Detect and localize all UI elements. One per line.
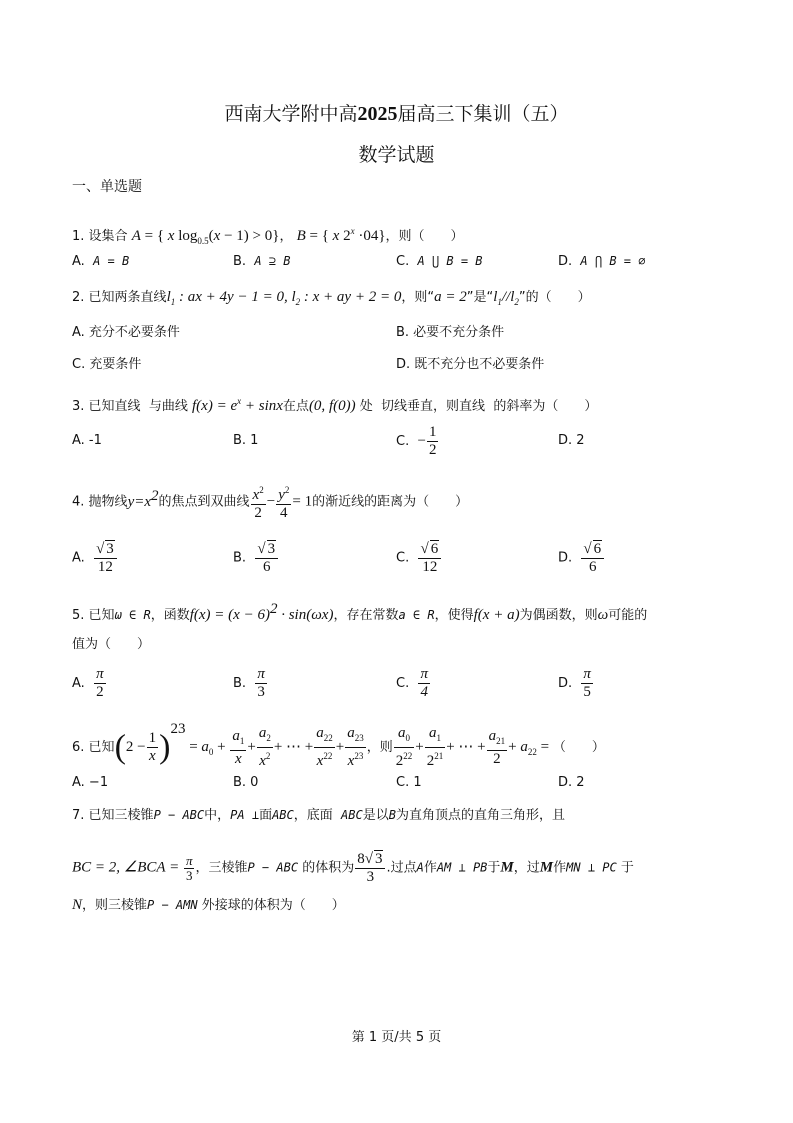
q3-text1: 已知直线 — [88, 399, 141, 414]
q1-set-b: B = { x $2^x \cdot 04$} — [296, 226, 386, 244]
q7-text6: 为直角顶点的直角三角形，且 — [395, 808, 565, 823]
q4-option-a-label: A. — [72, 550, 85, 566]
question-3 — [72, 392, 732, 416]
q1-option-a-label: A. — [72, 254, 85, 269]
q1-end: ，则（ ） — [385, 229, 464, 244]
q1-option-c-label: C. — [396, 254, 410, 269]
title-suffix: 届高三下集训（五） — [397, 103, 569, 125]
q2-option-c: C. 充要条件 — [72, 357, 142, 372]
question-5: 5. 已知ω ∈ R，函数$f(x) = (x - 6)^2 \cdot \sin(\omega x)$，存在常数a ∈ R，使得f(x + a)为偶函数，则ω可能的 — [72, 601, 648, 623]
section-heading: 一、单选题 — [72, 179, 142, 195]
q1-option-d: D. A ⋂ B = ∅ — [558, 254, 646, 269]
q5-option-b: B. $\frac{\pi}{3}$ — [233, 666, 265, 700]
q7-l3a: ，则三棱锥 — [82, 898, 148, 913]
q7-l2c: .过点 — [386, 860, 417, 876]
q7-l2b: 的体积为 — [302, 860, 355, 876]
q2-mid2: ”是“ — [466, 290, 494, 305]
q5-function: $f(x) = (x - 6)^2 \cdot \sin(\omega x)$ — [189, 601, 334, 623]
q6-text1: 已知 — [88, 740, 115, 755]
q6-option-b: B. 0 — [233, 775, 259, 790]
q3-option-b: B. 1 — [233, 433, 259, 448]
q6-option-d: D. 2 — [558, 775, 585, 790]
q7-text4: ，底面 — [293, 808, 333, 823]
q4-option-d-label: D. — [558, 550, 573, 566]
question-7: 7. 已知三棱锥P − ABC中，PA ⊥面ABC，底面 ABC是以B为直角顶点的直角三角形，且 — [72, 808, 565, 823]
q7-text3: 面 — [259, 808, 273, 823]
q7-l3b: 外接球的体积为（ ） — [201, 898, 345, 913]
question-6: 6. 已知(2 − $\frac{1}{x}$ )$^{23} = a_0$ + $\frac{a_1}{x}$ + $\frac{a_2}{x^2}$ + ⋯ + $\frac{a_{22}}{x^{22}}$ + $\frac{a_{23}}{x^{23}}$ ，则 $\frac{a_0}{2^{22}}$ + $\frac{a_1}{2^{21}}$ + ⋯ + $\frac{a_{21}}{2}$ + $a_{22}$ = （ ） — [72, 721, 605, 769]
q5-shift: f(x + a) — [473, 607, 520, 623]
q4-parabola: $y=x^2$ — [127, 487, 159, 510]
q2-option-d: D. 既不充分也不必要条件 — [396, 357, 545, 372]
q4-option-c: C. $\frac{√ 6}{12}$ — [396, 540, 442, 576]
q7-l2f: ，过 — [513, 860, 540, 876]
q5-text4: ，使得 — [434, 608, 474, 623]
q1-option-a: A. A = B — [72, 254, 130, 269]
q6-number: 6. — [72, 740, 85, 755]
q5-option-c-label: C. — [396, 676, 410, 691]
q3-option-c: C. − $\frac{1}{2}$ — [396, 424, 437, 458]
q4-text2: 的焦点到双曲线 — [158, 494, 250, 510]
q3-point: (0, f(0)) — [308, 398, 356, 414]
q7-text2: 中， — [204, 808, 231, 823]
q5-option-b-label: B. — [233, 676, 247, 691]
q1-text: 设集合 — [88, 229, 128, 244]
q5-text5: 为偶函数，则 — [519, 608, 598, 623]
q2-option-b: B. 必要不充分条件 — [396, 325, 505, 340]
q6-text2: ，则 — [366, 740, 393, 755]
q5-text3: ，存在常数 — [333, 608, 399, 623]
q7-line3: N，则三棱锥P − AMN 外接球的体积为（ ） — [72, 897, 345, 913]
exam-subtitle: 数学试题 — [358, 144, 435, 166]
q5-line2: 值为（ ） — [72, 637, 151, 652]
q3-text4: 处 — [359, 399, 373, 414]
q3-text6: 的斜率为（ ） — [493, 399, 598, 414]
q2-text: 已知两条直线 — [88, 290, 167, 305]
q1-option-d-label: D. — [558, 254, 573, 269]
q7-l2e: 于 — [487, 860, 501, 876]
q3-text2: 与曲线 — [148, 399, 188, 414]
title-year: 2025 — [357, 103, 398, 125]
q7-number: 7. — [72, 808, 85, 823]
q4-option-b-label: B. — [233, 550, 247, 566]
q1-option-b: B. A ⊇ B — [233, 254, 291, 269]
q5-number: 5. — [72, 608, 85, 623]
q5-option-d-label: D. — [558, 676, 573, 691]
q5-option-a-label: A. — [72, 676, 85, 691]
q1-number: 1. — [72, 229, 85, 244]
q5-option-a: A. $\frac{\pi}{2}$ — [72, 666, 104, 700]
q3-text5: 切线垂直，则直线 — [381, 399, 486, 414]
q4-number: 4. — [72, 494, 85, 510]
q2-end: ”的（ ） — [518, 290, 591, 305]
exam-title — [0, 99, 793, 126]
q1-set-a: A = { x $\log_{0.5}(x - 1) > 0$} — [131, 228, 280, 246]
q2-lines: $l_1$ : ax + 4y − 1 = 0, $l_2$ : x + ay + 2 = 0 — [166, 289, 402, 307]
q5-text6: 可能的 — [608, 608, 648, 623]
q4-text3: 的渐近线的距离为（ ） — [312, 494, 469, 510]
q4-option-b: B. $\frac{√ 3}{6}$ — [233, 540, 279, 576]
q7-l2a: ，三棱锥 — [195, 860, 248, 876]
q7-text1: 已知三棱锥 — [88, 808, 154, 823]
q1-option-c: C. A ⋃ B = B — [396, 254, 483, 269]
q2-number: 2. — [72, 290, 85, 305]
q7-text5: 是以 — [362, 808, 389, 823]
q3-function: $f(x) = e^x + \sin x$ — [191, 396, 283, 414]
q4-text1: 抛物线 — [88, 494, 128, 510]
q2-parallel: $l_1//l_2$ — [493, 289, 519, 307]
page-footer: 第 1 页/共 5 页 — [351, 1030, 442, 1045]
question-2 — [72, 288, 732, 311]
q3-number: 3. — [72, 399, 85, 414]
q2-condition: a = 2 — [434, 289, 467, 305]
title-school: 西南大学附中高 — [224, 103, 358, 125]
question-4: 4. 抛物线$y=x^2$的焦点到双曲线 $\frac{x^2}{2}$ − $\frac{y^2}{4}$ = 1的渐近线的距离为（ ） — [72, 482, 732, 522]
q3-option-d: D. 2 — [558, 433, 585, 448]
q5-text2: ，函数 — [150, 608, 190, 623]
q1-option-b-label: B. — [233, 254, 247, 269]
q4-option-c-label: C. — [396, 550, 410, 566]
q4-option-d: D. $\frac{√ 6}{6}$ — [558, 540, 605, 576]
q3-option-c-label: C. — [396, 434, 410, 449]
question-1: 1. 设集合 A = { x $\log_{0.5}(x - 1) > 0$}， B = { x $2^x \cdot 04$}，则（ ） — [72, 226, 464, 246]
q7-line2: BC = 2, ∠BCA = $\frac{\pi}{3}$ ，三棱锥P − ABC 的体积为 $\frac{8√ 3}{3}$ .过点A作AM ⊥ PB于M，过M作MN ⊥ PC 于 — [72, 851, 634, 885]
q2-option-a: A. 充分不必要条件 — [72, 325, 180, 340]
q2-mid: ，则“ — [401, 290, 435, 305]
q6-option-a: A. −1 — [72, 775, 109, 790]
q4-option-a: A. $\frac{√ 3}{12}$ — [72, 540, 118, 576]
q7-l2d: 作 — [423, 860, 437, 876]
q6-option-c: C. 1 — [396, 775, 422, 790]
q7-l2g: 作 — [553, 860, 567, 876]
q3-option-a: A. -1 — [72, 433, 102, 448]
q3-text3: 在点 — [282, 399, 309, 414]
q5-option-d: D. $\frac{\pi}{5}$ — [558, 666, 591, 700]
q5-option-c: C. $\frac{\pi}{4}$ — [396, 666, 428, 700]
q5-text1: 已知 — [88, 608, 115, 623]
q7-l2h: 于 — [620, 860, 634, 876]
q6-end: （ ） — [552, 740, 605, 755]
